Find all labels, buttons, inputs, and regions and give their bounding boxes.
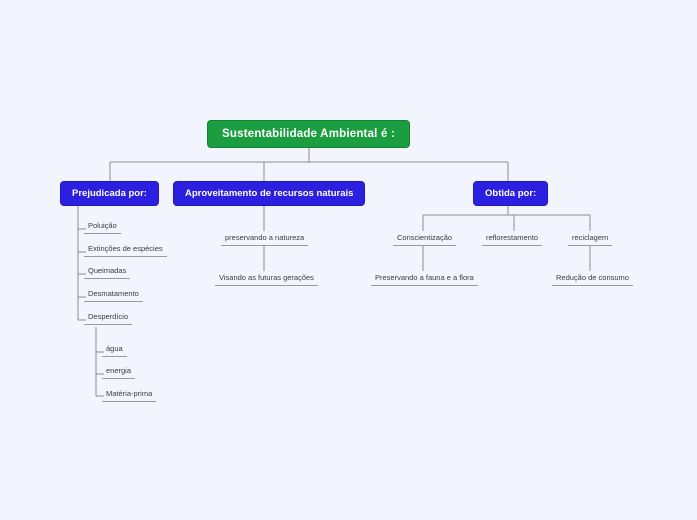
leaf-node-label: Desperdício	[88, 312, 129, 321]
leaf-node-label: Extinções de espécies	[88, 244, 163, 253]
leaf-node-label: Desmatamento	[88, 289, 139, 298]
leaf-node-conscientizacao[interactable]	[393, 231, 456, 246]
leaf-node-label: Redução de consumo	[556, 273, 629, 282]
leaf-node-label: Matéria-prima	[106, 389, 153, 398]
branch-node-obtida[interactable]	[473, 181, 548, 206]
leaf-node-label: Visando as futuras gerações	[219, 273, 314, 282]
leaf-node-label: energia	[106, 366, 132, 375]
leaf-node-queimadas[interactable]	[84, 264, 130, 279]
root-node-label: Sustentabilidade Ambiental é :	[222, 128, 395, 140]
leaf-node-materia-prima[interactable]	[102, 387, 156, 402]
branch-node-aproveitamento[interactable]	[173, 181, 365, 206]
branch-node-label: Prejudicada por:	[72, 188, 147, 199]
leaf-node-label: reflorestamento	[486, 233, 539, 242]
leaf-node-agua[interactable]	[102, 342, 127, 357]
leaf-node-reflorestamento[interactable]	[482, 231, 542, 246]
leaf-node-desperdicio[interactable]	[84, 310, 132, 325]
leaf-node-label: preservando a natureza	[225, 233, 305, 242]
leaf-node-label: Queimadas	[88, 266, 127, 275]
leaf-node-poluicao[interactable]	[84, 219, 121, 234]
leaf-node-label: Poluição	[88, 221, 117, 230]
leaf-node-reciclagem[interactable]	[568, 231, 612, 246]
leaf-node-energia[interactable]	[102, 364, 135, 379]
leaf-node-desmatamento[interactable]	[84, 287, 143, 302]
leaf-node-reducao-consumo[interactable]	[552, 271, 633, 286]
leaf-node-fauna-flora[interactable]	[371, 271, 478, 286]
leaf-node-extincoes[interactable]	[84, 242, 167, 257]
branch-node-prejudicada[interactable]	[60, 181, 159, 206]
root-node[interactable]	[207, 120, 410, 148]
branch-node-label: Aproveitamento de recursos naturais	[185, 188, 354, 199]
leaf-node-label: Conscientização	[397, 233, 453, 242]
branch-node-label: Obtida por:	[485, 188, 537, 199]
leaf-node-futuras-geracoes[interactable]	[215, 271, 318, 286]
leaf-node-preservando-natureza[interactable]	[221, 231, 308, 246]
leaf-node-label: água	[106, 344, 123, 353]
leaf-node-label: reciclagem	[572, 233, 609, 242]
leaf-node-label: Preservando a fauna e a flora	[375, 273, 474, 282]
